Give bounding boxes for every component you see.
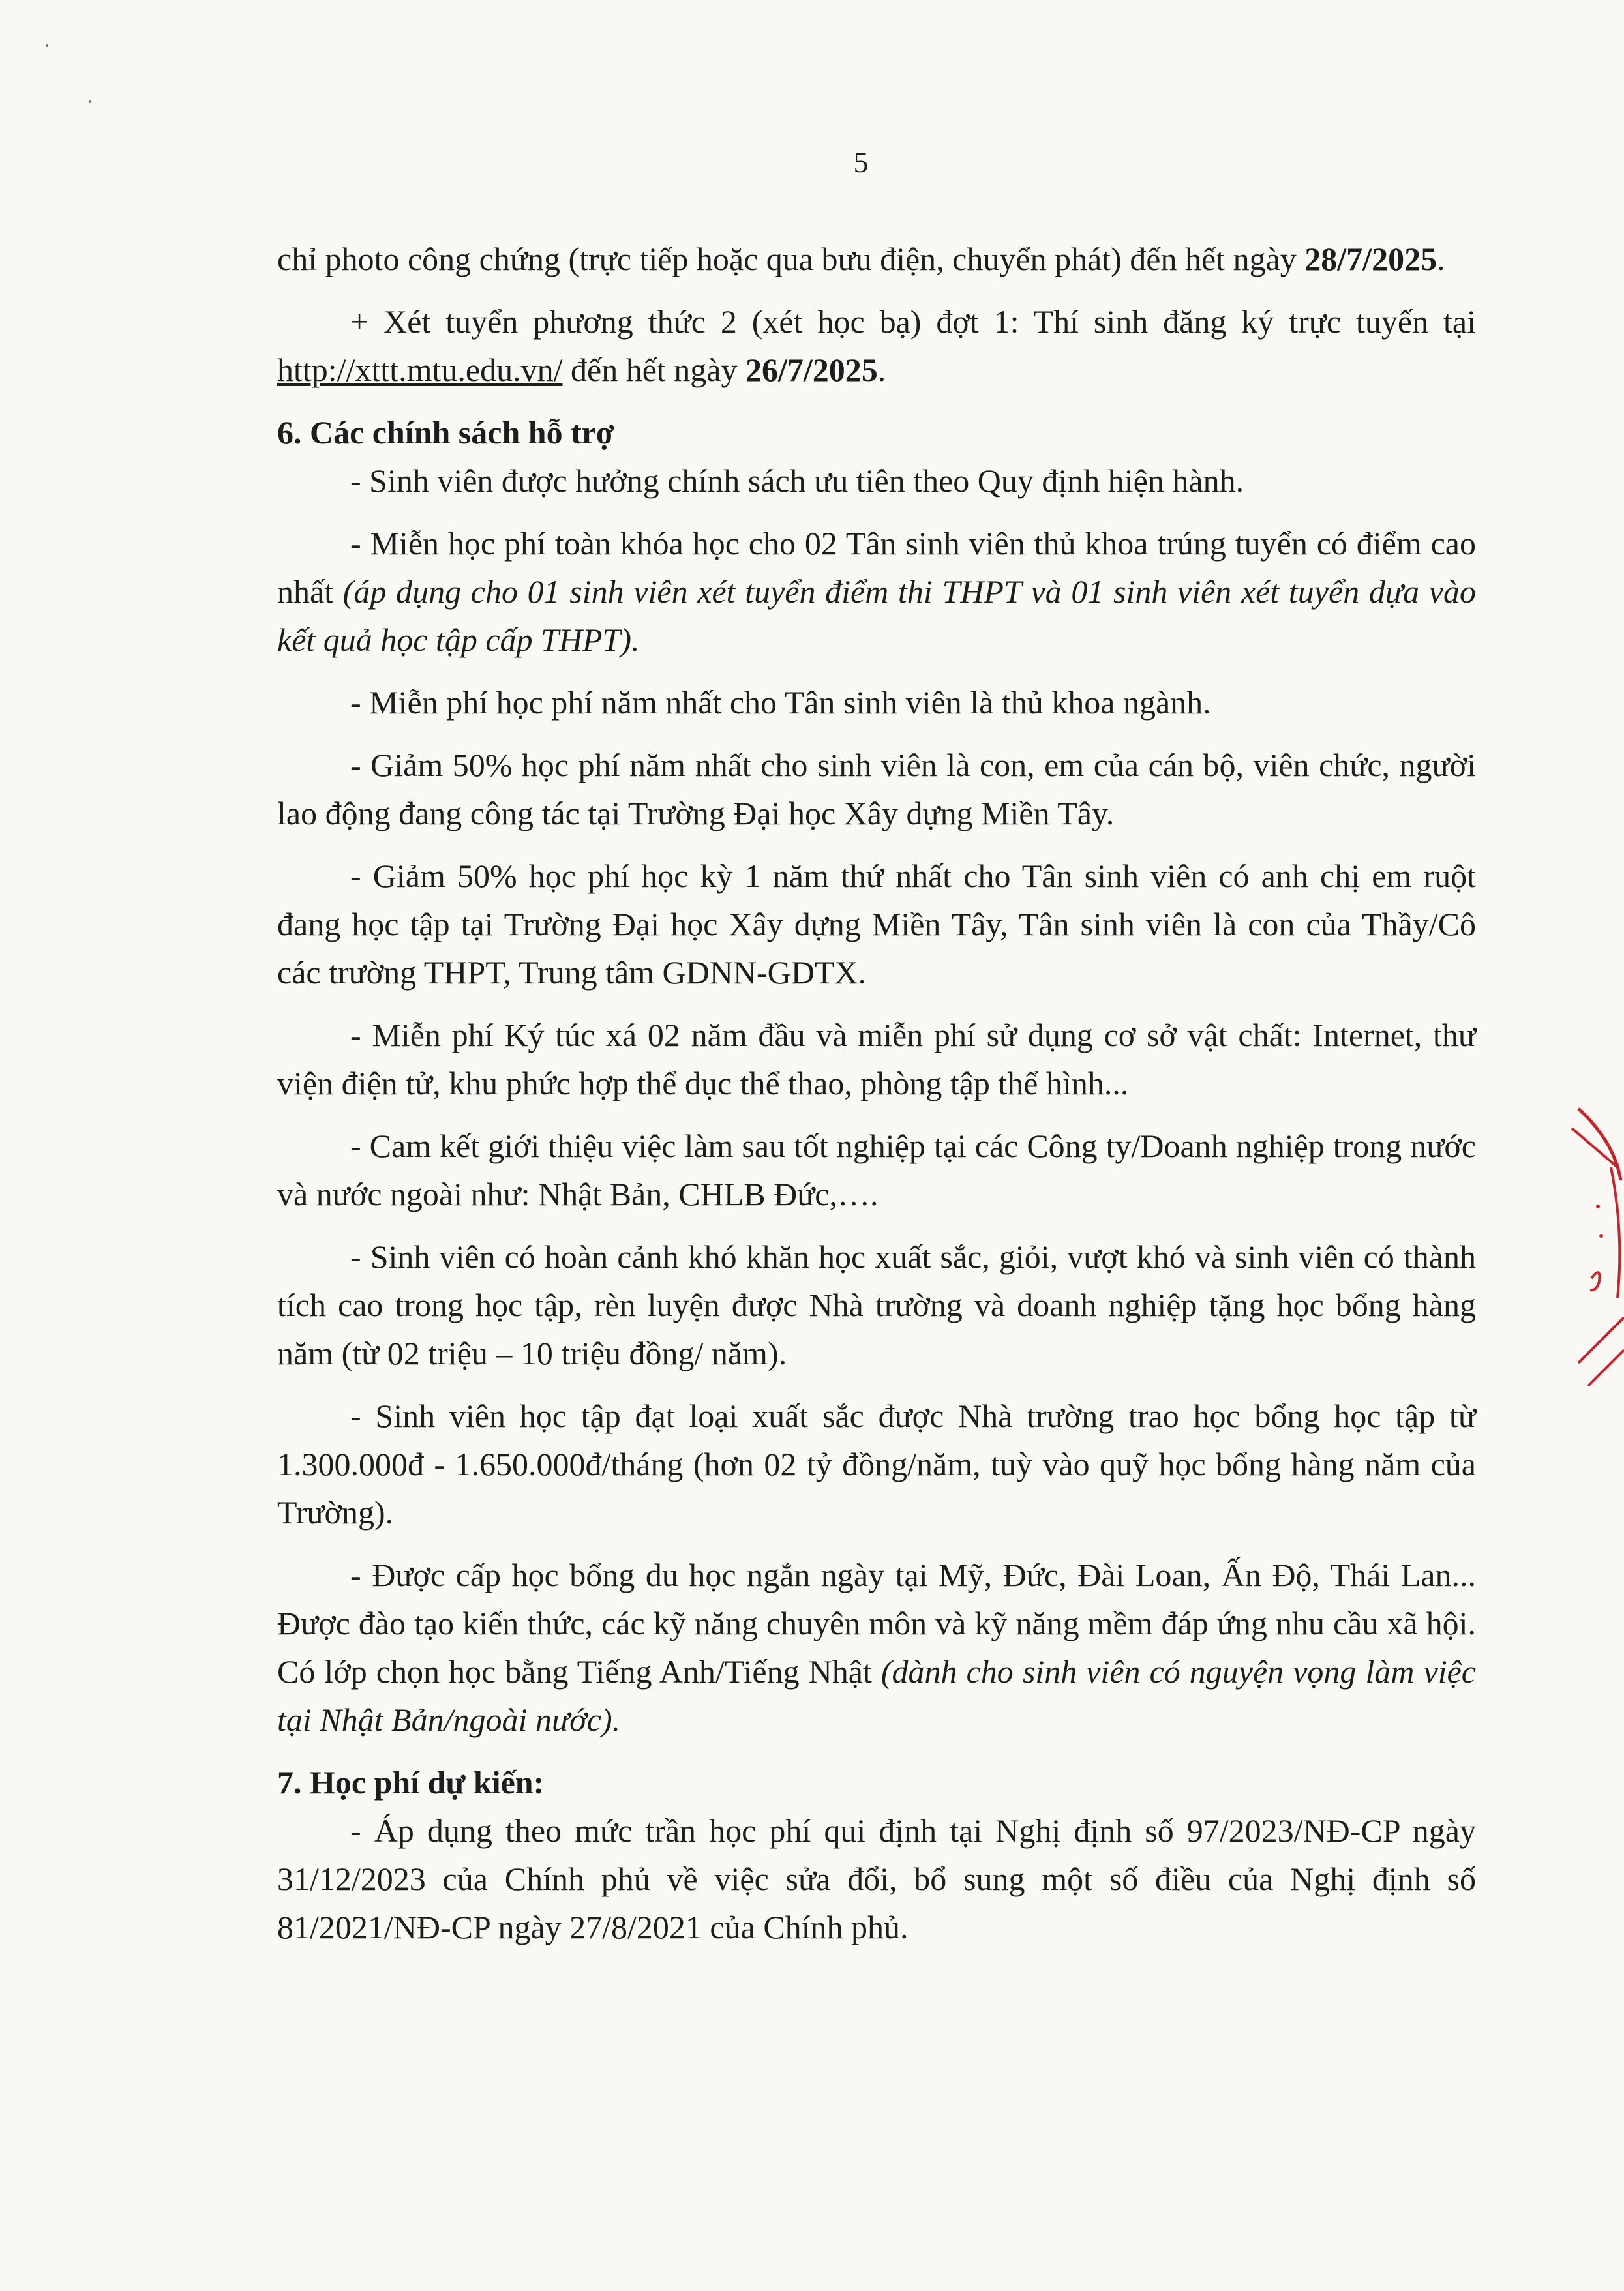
policy-item: - Sinh viên được hưởng chính sách ưu tiên theo Quy định hiện hành.: [350, 462, 1244, 499]
paragraph-continued: chỉ photo công chứng (trực tiếp hoặc qua bưu điện, chuyển phát) đến hết ngày 28/7/2025.: [277, 241, 1445, 277]
page-number: 5: [853, 145, 869, 179]
section-heading-tuition: 7. Học phí dự kiến:: [277, 1764, 545, 1801]
paragraph-online-registration: + Xét tuyển phương thức 2 (xét học bạ) đợt 1: Thí sinh đăng ký trực tuyến tại http://xttt.mtu.edu.vn/ đến hết ngày 26/7/2025.: [277, 303, 1476, 388]
policy-item: - Miễn phí học phí năm nhất cho Tân sinh viên là thủ khoa ngành.: [350, 684, 1211, 721]
section-heading-support-policies: 6. Các chính sách hỗ trợ: [277, 414, 614, 451]
policy-item: - Được cấp học bổng du học ngắn ngày tại Mỹ, Đức, Đài Loan, Ấn Độ, Thái Lan... Được đào tạo kiến thức, các kỹ năng chuyên môn và kỹ năng mềm đáp ứng nhu cầu xã hội. Có lớp chọn học bằng Tiếng Anh/Tiếng Nhật (dành cho sinh viên có nguyện vọng làm việc tại Nhật Bản/ngoài nước).: [277, 1557, 1476, 1738]
policy-item: - Giảm 50% học phí năm nhất cho sinh viên là con, em của cán bộ, viên chức, người lao động đang công tác tại Trường Đại học Xây dựng Miền Tây.: [277, 747, 1476, 831]
deadline-date: 26/7/2025: [745, 352, 878, 388]
policy-item: - Cam kết giới thiệu việc làm sau tốt nghiệp tại các Công ty/Doanh nghiệp trong nước và nước ngoài như: Nhật Bản, CHLB Đức,….: [277, 1128, 1476, 1212]
policy-item: - Miễn phí Ký túc xá 02 năm đầu và miễn phí sử dụng cơ sở vật chất: Internet, thư viện điện tử, khu phức hợp thể dục thể thao, phòng tập thể hình...: [277, 1017, 1476, 1101]
document-body: [277, 235, 1476, 1966]
scan-speck: [89, 100, 91, 103]
policy-item: - Sinh viên có hoàn cảnh khó khăn học xuất sắc, giỏi, vượt khó và sinh viên có thành tích cao trong học tập, rèn luyện được Nhà trường và doanh nghiệp tặng học bổng hàng năm (từ 02 triệu – 10 triệu đồng/ năm).: [277, 1238, 1476, 1371]
policy-item: - Miễn học phí toàn khóa học cho 02 Tân sinh viên thủ khoa trúng tuyển có điểm cao nhất (áp dụng cho 01 sinh viên xét tuyển điểm thi THPT và 01 sinh viên xét tuyển dựa vào kết quả học tập cấp THPT).: [277, 525, 1476, 658]
red-stamp-edge-icon: [1552, 1083, 1624, 1409]
tuition-item: - Áp dụng theo mức trần học phí qui định tại Nghị định số 97/2023/NĐ-CP ngày 31/12/2023 của Chính phủ về việc sửa đổi, bổ sung một số điều của Nghị định số 81/2021/NĐ-CP ngày 27/8/2021 của Chính phủ.: [277, 1812, 1476, 1945]
registration-link[interactable]: http://xttt.mtu.edu.vn/: [277, 352, 563, 388]
policy-item: - Giảm 50% học phí học kỳ 1 năm thứ nhất cho Tân sinh viên có anh chị em ruột đang học tập tại Trường Đại học Xây dựng Miền Tây, Tân sinh viên là con của Thầy/Cô các trường THPT, Trung tâm GDNN-GDTX.: [277, 858, 1476, 991]
deadline-date: 28/7/2025: [1304, 241, 1437, 277]
policy-item: - Sinh viên học tập đạt loại xuất sắc được Nhà trường trao học bổng học tập từ 1.300.000đ - 1.650.000đ/tháng (hơn 02 tỷ đồng/năm, tuỳ vào quỹ học bổng hàng năm của Trường).: [277, 1398, 1476, 1531]
scan-speck: [46, 44, 48, 47]
